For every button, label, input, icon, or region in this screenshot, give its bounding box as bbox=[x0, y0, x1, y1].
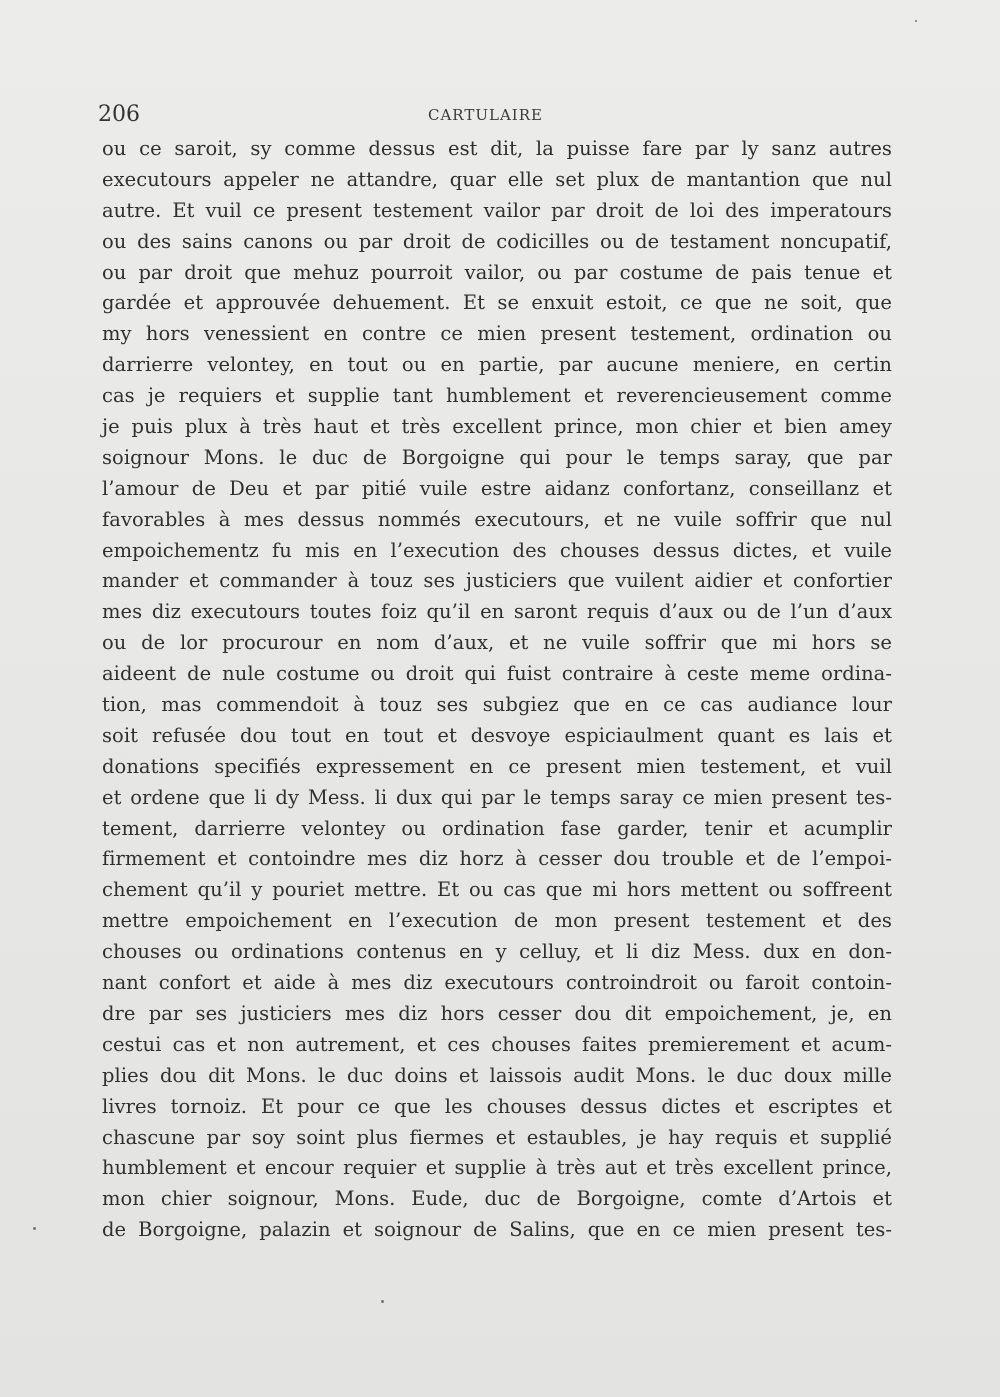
page-header bbox=[98, 100, 888, 130]
text-line: my hors venessient en contre ce mien present testement, ordination ou bbox=[102, 322, 892, 346]
paper-speck bbox=[33, 1227, 36, 1230]
text-line: ou de lor procurour en nom d’aux, et ne vuile soffrir que mi hors se bbox=[102, 631, 892, 655]
text-line: mander et commander à touz ses justiciers que vuilent aidier et confortier bbox=[102, 569, 892, 593]
text-line: tion, mas commendoit à touz ses subgiez que en ce cas audiance lour bbox=[102, 693, 892, 717]
text-line: nant confort et aide à mes diz executours controindroit ou faroit contoin- bbox=[102, 971, 892, 995]
text-line: executours appeler ne attandre, quar elle set plux de mantantion que nul bbox=[102, 167, 892, 191]
text-line: mettre empoichement en l’execution de mon present testement et des bbox=[102, 909, 892, 933]
text-line: soignour Mons. le duc de Borgoigne qui pour le temps saray, que par bbox=[102, 445, 892, 469]
paper-speck bbox=[381, 1300, 384, 1303]
text-line: et ordene que li dy Mess. li dux qui par le temps saray ce mien present tes- bbox=[102, 785, 892, 809]
text-line: l’amour de Deu et par pitié vuile estre aidanz confortanz, conseillanz et bbox=[102, 476, 892, 500]
text-line: mon chier soignour, Mons. Eude, duc de Borgoigne, comte d’Artois et bbox=[102, 1187, 892, 1211]
text-line: dre par ses justiciers mes diz hors cesser dou dit empoichement, je, en bbox=[102, 1001, 892, 1025]
text-line: ou des sains canons ou par droit de codicilles ou de testament noncupatif, bbox=[102, 229, 892, 253]
text-line: chouses ou ordinations contenus en y celluy, et li diz Mess. dux en don- bbox=[102, 940, 892, 964]
paper-speck bbox=[915, 20, 917, 22]
body-text bbox=[102, 134, 892, 1246]
text-line: favorables à mes dessus nommés executours, et ne vuile soffrir que nul bbox=[102, 507, 892, 531]
text-line: gardée et approuvée dehuement. Et se enxuit estoit, ce que ne soit, que bbox=[102, 291, 892, 315]
text-line: je puis plux à très haut et très excellent prince, mon chier et bien amey bbox=[102, 415, 892, 439]
text-line: autre. Et vuil ce present testement vailor par droit de loi des imperatours bbox=[102, 198, 892, 222]
text-line: ou par droit que mehuz pourroit vailor, ou par costume de pais tenue et bbox=[102, 260, 892, 284]
text-line: soit refusée dou tout en tout et desvoye espiciaulment quant es lais et bbox=[102, 723, 892, 747]
text-line: cestui cas et non autrement, et ces chouses faites premierement et acum- bbox=[102, 1032, 892, 1056]
text-line: mes diz executours toutes foiz qu’il en saront requis d’aux ou de l’un d’aux bbox=[102, 600, 892, 624]
text-line: ou ce saroit, sy comme dessus est dit, la puisse fare par ly sanz autres bbox=[102, 137, 892, 160]
running-head: CARTULAIRE bbox=[428, 106, 543, 124]
text-line: darrierre velontey, en tout ou en partie, par aucune meniere, en certin bbox=[102, 353, 892, 377]
text-line: livres tornoiz. Et pour ce que les chouses dessus dictes et escriptes et bbox=[102, 1094, 892, 1118]
text-line: donations specifiés expressement en ce present mien testement, et vuil bbox=[102, 754, 892, 778]
text-line: chascune par soy soint plus fiermes et estaubles, je hay requis et supplié bbox=[102, 1125, 892, 1149]
text-line: plies dou dit Mons. le duc doins et laissois audit Mons. le duc doux mille bbox=[102, 1063, 892, 1087]
page-number: 206 bbox=[98, 102, 140, 127]
text-line: aideent de nule costume ou droit qui fuist contraire à ceste meme ordina- bbox=[102, 662, 892, 686]
text-line: cas je requiers et supplie tant humblement et reverencieusement comme bbox=[102, 384, 892, 408]
text-line: chement qu’il y pouriet mettre. Et ou cas que mi hors mettent ou soffreent bbox=[102, 878, 892, 902]
text-line: firmement et contoindre mes diz horz à cesser dou trouble et de l’empoi- bbox=[102, 847, 892, 871]
text-line: de Borgoigne, palazin et soignour de Salins, que en ce mien present tes- bbox=[102, 1218, 892, 1242]
text-line: tement, darrierre velontey ou ordination fase garder, tenir et acumplir bbox=[102, 816, 892, 840]
text-line: humblement et encour requier et supplie à très aut et très excellent prince, bbox=[102, 1156, 892, 1180]
text-line: empoichementz fu mis en l’execution des chouses dessus dictes, et vuile bbox=[102, 538, 892, 562]
